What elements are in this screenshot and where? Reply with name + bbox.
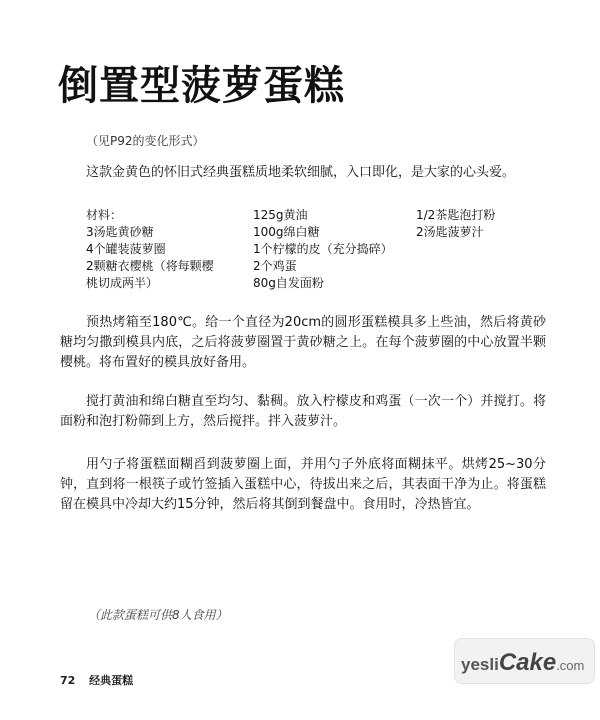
watermark-part-3: .com bbox=[556, 658, 585, 673]
watermark-part-2: Cake bbox=[498, 649, 557, 676]
ingredient-item: 4个罐装菠萝圈 bbox=[86, 242, 166, 256]
serving-note: （此款蛋糕可供8人食用） bbox=[88, 608, 228, 622]
ingredient-item: 100g绵白糖 bbox=[253, 225, 320, 239]
page-footer bbox=[60, 672, 143, 688]
method-paragraph-3: 用勺子将蛋糕面糊舀到菠萝圈上面，并用勺子外底将面糊抹平。烘烤25~30分钟，直到将一根筷子或竹签插入蛋糕中心，待拔出来之后，其表面干净为止。将蛋糕留在模具中冷却大约15分钟，然后将其倒到餐盘中。食用时，冷热皆宜。 bbox=[60, 457, 546, 512]
book-title: 经典蛋糕 bbox=[89, 674, 134, 687]
ingredient-item: 2汤匙菠萝汁 bbox=[416, 225, 484, 239]
ingredient-item: 2颗糖衣樱桃（将每颗樱 bbox=[86, 259, 214, 273]
recipe-title: 倒置型菠萝蛋糕 bbox=[58, 63, 345, 109]
ingredient-item: 80g自发面粉 bbox=[253, 276, 324, 290]
ingredients-block bbox=[86, 207, 556, 291]
site-watermark-logo bbox=[454, 638, 595, 684]
ingredient-item: 2个鸡蛋 bbox=[253, 259, 297, 273]
ingredient-item: 125g黄油 bbox=[253, 208, 308, 222]
ingredient-item: 1/2茶匙泡打粉 bbox=[416, 208, 496, 222]
ingredients-column-2 bbox=[253, 207, 413, 292]
method-paragraph-1: 预热烤箱至180℃。给一个直径为20cm的圆形蛋糕模具多上些油，然后将黄砂糖均匀撒到模具内底，之后将菠萝圈置于黄砂糖之上。在每个菠萝圈的中心放置半颗樱桃。将布置好的模具放好备用。 bbox=[60, 315, 546, 370]
page-number: 72 bbox=[60, 674, 76, 687]
recipe-subtitle: （见P92的变化形式） bbox=[86, 134, 205, 148]
recipe-intro: 这款金黄色的怀旧式经典蛋糕质地柔软细腻，入口即化，是大家的心头爱。 bbox=[86, 165, 516, 180]
ingredients-column-1 bbox=[86, 207, 236, 292]
watermark-text bbox=[461, 649, 584, 677]
ingredient-item: 3汤匙黄砂糖 bbox=[86, 225, 154, 239]
watermark-part-1: yesli bbox=[461, 655, 499, 674]
ingredient-item: 桃切成两半） bbox=[86, 276, 159, 290]
ingredient-item: 1个柠檬的皮（充分捣碎） bbox=[253, 242, 393, 256]
method-paragraph-2: 搅打黄油和绵白糖直至均匀、黏稠。放入柠檬皮和鸡蛋（一次一个）并搅打。将面粉和泡打粉筛到上方，然后搅拌。拌入菠萝汁。 bbox=[60, 394, 546, 429]
ingredients-column-3 bbox=[416, 207, 556, 241]
ingredients-heading: 材料： bbox=[86, 208, 123, 222]
